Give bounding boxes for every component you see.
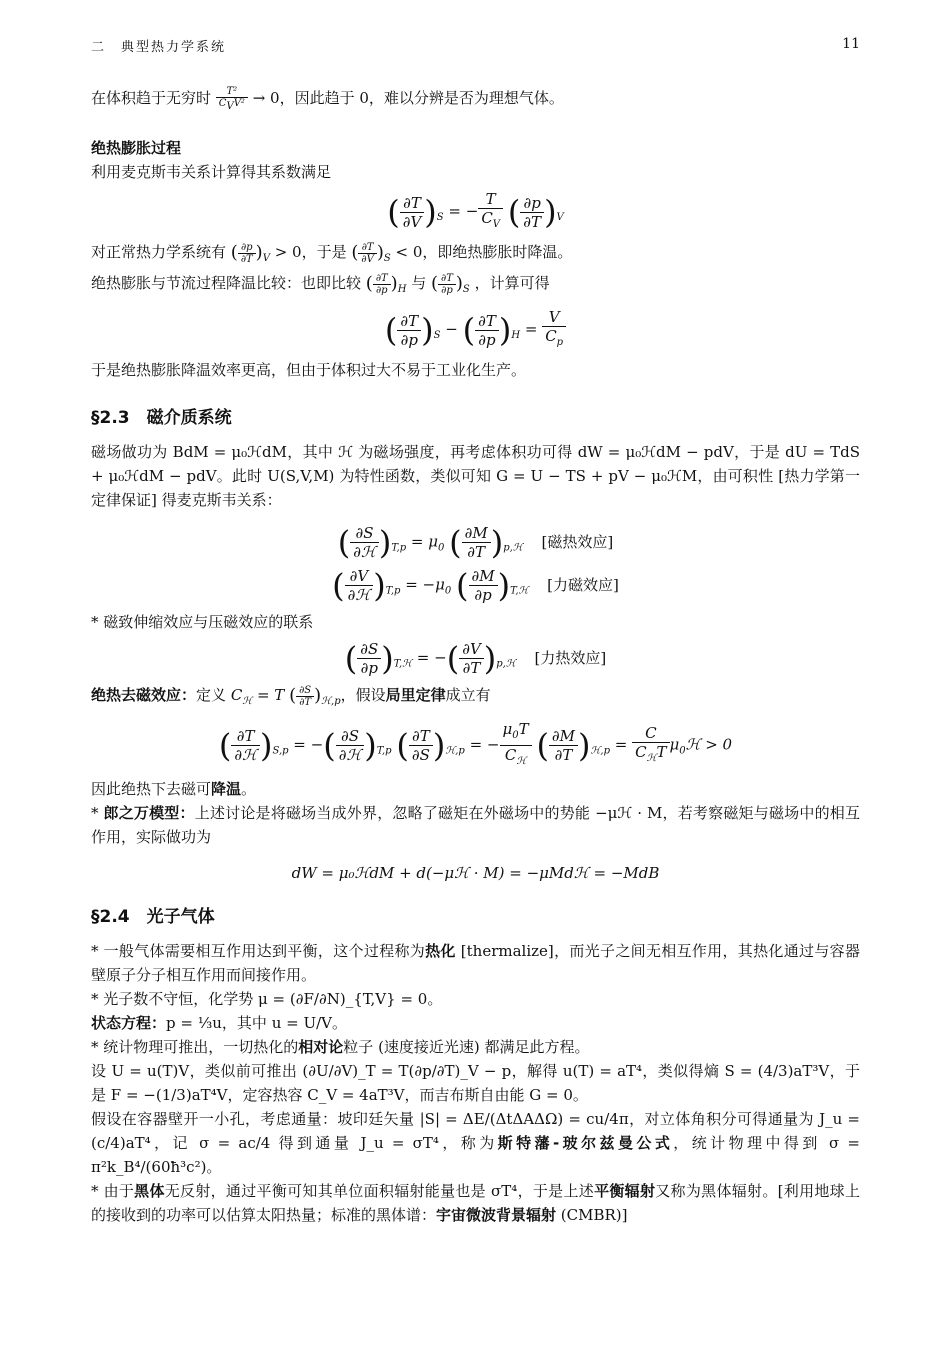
page-body xyxy=(91,86,860,1227)
adiabatic-line2: 对正常热力学系统有 ( $\frac{\partial p}{\partial T}$ )$_V > 0$，于是 ( $\frac{\partial T}{\partial V}$ )$_S < 0$，即绝热膨胀时降温。 xyxy=(91,241,573,265)
equation-work: dW = μ₀ℋdM + d(−μℋ · M) = −μMdℋ = −MdB xyxy=(291,864,660,882)
section-2-4-heading: §2.4 光子气体 xyxy=(91,907,215,927)
s24-p4: * 统计物理可推出，一切热化的相对论粒子 (速度接近光速) 都满足此方程。 xyxy=(91,1038,590,1056)
s24-p1: * 一般气体需要相互作用达到平衡，这个过程称为热化 [thermalize]，而光子之间无相互作用，其热化通过与容器壁原子分子相互作用而间接作用。 xyxy=(91,942,860,984)
adiabatic-line1: 利用麦克斯韦关系计算得其系数满足 xyxy=(91,163,332,181)
adiabatic-line4: 于是绝热膨胀降温效率更高，但由于体积过大不易于工业化生产。 xyxy=(91,361,527,379)
equation-magnetocaloric: ( $\frac{\partial S}{\text{∂ℋ}}$ )$_{T,p} = \mu_0$ ( $\frac{\partial M}{\partial T}$ )$_{p,ℋ}$ [磁热效应] xyxy=(337,523,614,562)
fraction-inline: $\frac{\text{T²}}{C_VV^2}$ xyxy=(216,89,248,107)
s24-p5: 设 U = u(T)V，类似前可推出 (∂U/∂V)_T = T(∂p/∂T)_V − p，解得 u(T) = aT⁴，类似得熵 S = (4/3)aT³V，于是 F = −(1/3)aT⁴V，定容热容 C_V = 4aT³V，而吉布斯自由能 G = 0。 xyxy=(91,1062,860,1104)
section-2-3-heading: §2.3 磁介质系统 xyxy=(91,408,232,428)
equation-thermomechanical: ( $\frac{\partial S}{\partial p}$ )$_{T,ℋ}$ = −( $\frac{\partial V}{\partial T}$ )$_{p,ℋ}$ [力热效应] xyxy=(344,639,607,678)
s23-note1: * 磁致伸缩效应与压磁效应的联系 xyxy=(91,613,314,631)
chapter-title: 二 典型热力学系统 xyxy=(91,40,227,55)
subsection-adiabatic-title: 绝热膨胀过程 xyxy=(91,139,182,157)
running-header xyxy=(91,36,860,58)
s24-p7: * 由于黑体无反射，通过平衡可知其单位面积辐射能量也是 σT⁴，于是上述平衡辐射又称为黑体辐射。[利用地球上的接收到的功率可以估算太阳热量；标准的黑体谱：宇宙微波背景辐射 (CMBR)] xyxy=(91,1182,860,1224)
s24-p3: 状态方程：p = ⅓u，其中 u = U/V。 xyxy=(91,1014,347,1032)
page-number: 11 xyxy=(842,36,860,52)
s23-cooling: 因此绝热下去磁可降温。 xyxy=(91,780,257,798)
adiabatic-line3: 绝热膨胀与节流过程降温比较：也即比较 ( $\frac{\partial T}{\partial p}$ )$_H$ 与 ( $\frac{\partial T}{\partial p}$ )$_S$ ，计算可得 xyxy=(91,272,550,296)
equation-compare: ( $\frac{\partial T}{\partial p}$ )$_S$ − ( $\frac{\partial T}{\partial p}$ )$_H$ = $\frac{V}{C_p}$ xyxy=(91,308,860,352)
s23-paragraph: 磁场做功为 BdM = μ₀ℋdM，其中 ℋ 为磁场强度，再考虑体积功可得 dW = μ₀ℋdM − pdV，于是 dU = TdS + μ₀ℋdM − pdV。此时 U(S,V,M) 为特性函数，类似可知 G = U − TS + pV − μ₀ℋM，由可积性 [热力学第一定律保证] 得麦克斯韦关系： xyxy=(91,443,860,509)
s23-adiabatic-demag: 绝热去磁效应：定义 $C_ℋ = T$ ( $\frac{\partial S}{\partial T}$ )$_{ℋ,p}$，假设局里定律成立有 xyxy=(91,684,491,708)
s23-langevin: * 郎之万模型：上述讨论是将磁场当成外界，忽略了磁矩在外磁场中的势能 −μℋ · M，若考察磁矩与磁场中的相互作用，实际做功为 xyxy=(91,804,860,846)
equation-piezomagnetic: ( $\frac{\partial V}{\text{∂ℋ}}$ )$_{T,p} = -\mu_0$ ( $\frac{\partial M}{\partial p}$ )$_{T,ℋ}$ [力磁效应] xyxy=(332,566,619,605)
s24-p2: * 光子数不守恒，化学势 μ = (∂F/∂N)_{T,V} = 0。 xyxy=(91,990,443,1008)
equation-adiabatic-coefficient: ( $\frac{\partial T}{\partial V}$ )$_S$ = − $\frac{T}{C_V}$ ( $\frac{\partial p}{\partial T}$ )$_V$ xyxy=(387,190,564,231)
intro-line: 在体积趋于无穷时 $\frac{\text{T²}}{C_VV^2}$ → 0，因此趋于 0，难以分辨是否为理想气体。 xyxy=(91,86,564,112)
equation-demagnetization: ( $\frac{\partial T}{\text{∂ℋ}}$ )$_{S,p}$ = −( $\frac{\partial S}{\text{∂ℋ}}$ )$_{T,p}$ ( $\frac{\partial T}{\partial S}$ )$_{ℋ,p}$ = − $\frac{\mu_0T}{C_ℋ}$ ( $\frac{\partial M}{\partial T}$ )$_{ℋ,p}$ = $\frac{C}{C_ℋT}$ $\mu_0ℋ > 0$ xyxy=(218,720,733,767)
s24-p6: 假设在容器壁开一小孔，考虑通量：坡印廷矢量 |S| = ΔE/(ΔtΔAΔΩ) = cu/4π，对立体角积分可得通量为 J_u = (c/4)aT⁴，记 σ = ac/4 得到通量 J_u = σT⁴，称为斯特藩-玻尔兹曼公式，统计物理中得到 σ = π²k_B⁴/(60ħ³c²)。 xyxy=(91,1110,860,1176)
